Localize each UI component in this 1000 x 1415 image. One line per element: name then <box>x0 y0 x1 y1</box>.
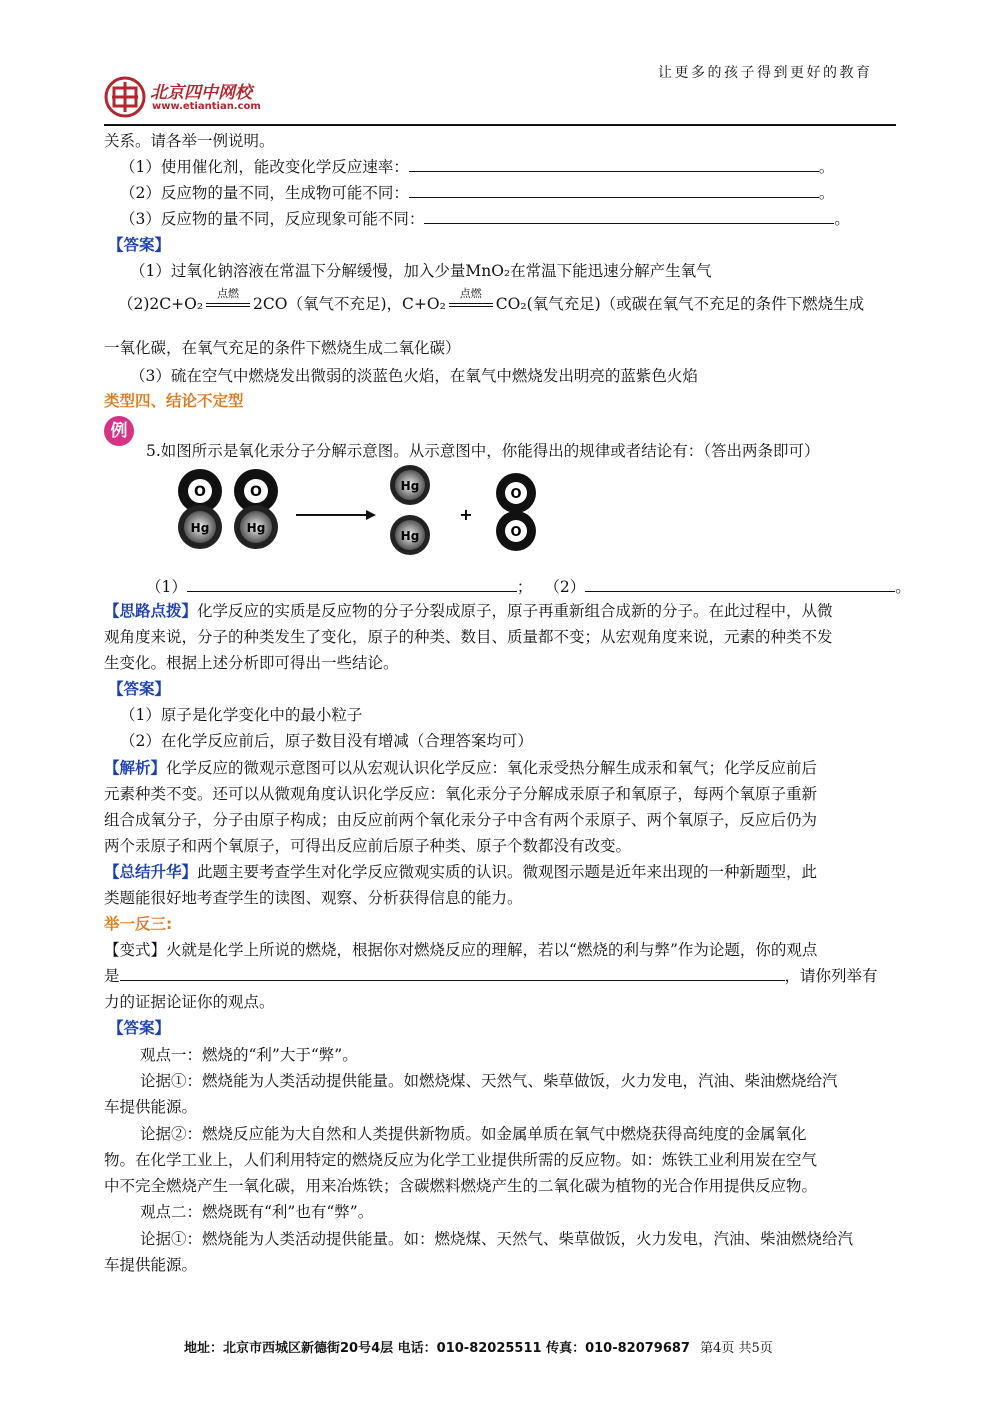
arrow-head-icon <box>366 510 376 520</box>
reaction-condition: 点燃 <box>203 294 253 314</box>
logo-name: 北京四中网校 <box>150 83 252 103</box>
answer-5-1: （1）原子是化学变化中的最小粒子 <box>120 706 363 724</box>
hint-line-2: 观角度来说，分子的种类发生了变化，原子的种类、数目、质量都不变；从宏观角度来说，元素的种类不发 <box>104 628 833 646</box>
oxygen-atom-label: O <box>194 484 206 500</box>
final-answer-line: 中不完全燃烧产生一氧化碳，用来冶炼铁；含碳燃料燃烧产生的二氧化碳为植物的光合作用提供反应物。 <box>104 1177 818 1195</box>
variant-label: 【变式】 <box>104 941 167 959</box>
question-item-2 <box>120 183 834 203</box>
final-answer-line: 论据①：燃烧能为人类活动提供能量。如：燃烧煤、天然气、柴草做饭，火力发电，汽油、柴油燃烧给汽 <box>140 1230 854 1248</box>
reaction-condition: 点燃 <box>446 294 496 314</box>
answer-label-2: 【答案】 <box>108 679 171 698</box>
hgo-molecule <box>234 469 278 549</box>
footer-page: 第4页 共5页 <box>700 1341 773 1356</box>
answer-label-1: 【答案】 <box>108 235 171 254</box>
summary-line-2: 类题能很好地考查学生的读图、观察、分析获得信息的能力。 <box>104 889 523 907</box>
period: 。 <box>818 158 835 176</box>
example-badge: 例 <box>104 416 134 446</box>
answer-blanks-q5 <box>146 577 911 597</box>
variant-text: 火就是化学上所说的燃烧，根据你对燃烧反应的理解，若以“燃烧的利与弊”作为论题，你的观点 <box>166 941 818 959</box>
question-item-text: （2）反应物的量不同，生成物可能不同： <box>120 184 409 202</box>
final-answer-line: 物。在化学工业上，人们利用特定的燃烧反应为化学工业提供所需的反应物。如：炼铁工业利用炭在空气 <box>104 1151 818 1169</box>
analysis-line-3: 组合成氧分子，分子由原子构成；由反应前两个氧化汞分子中含有两个汞原子、两个氧原子，反应后仍为 <box>104 811 818 829</box>
question-5: 5.如图所示是氧化汞分子分解示意图。从示意图中，你能得出的规律或者结论有：（答出两条即可） <box>146 442 820 460</box>
period: 。 <box>834 210 850 228</box>
mercury-atom <box>390 515 430 555</box>
final-answer-line: 观点二：燃烧既有“利”也有“弊”。 <box>140 1203 374 1221</box>
variant-line-3: 力的证据论证你的观点。 <box>104 993 275 1011</box>
question-intro: 关系。请各举一例说明。 <box>104 132 275 150</box>
mercury-atom-label: Hg <box>190 521 210 535</box>
equation-part: CO₂(氧气充足)（或碳在氧气不充足的条件下燃烧生成 <box>495 295 865 313</box>
final-answer-line: 车提供能源。 <box>104 1256 198 1274</box>
mercury-atom <box>390 465 430 505</box>
answer-2-equation <box>118 287 865 314</box>
mercury-atom-label: Hg <box>400 479 420 493</box>
analysis-line-2: 元素种类不变。还可以从微观角度认识化学反应：氧化汞分子分解成汞原子和氧原子，每两个氧原子重新 <box>104 785 818 803</box>
period: 。 <box>818 184 835 202</box>
question-item-text: （3）反应物的量不同，反应现象可能不同： <box>120 210 425 228</box>
equation-part: （2)2C+O₂ <box>118 295 204 313</box>
section-title-type4: 类型四、结论不定型 <box>104 392 244 410</box>
analysis-label: 【解析】 <box>104 758 167 777</box>
oxygen-molecule <box>496 473 536 551</box>
section-title-juyifansan: 举一反三: <box>104 915 173 933</box>
separator: ； <box>516 578 533 596</box>
summary-label: 【总结升华】 <box>104 862 198 881</box>
question-item-1 <box>120 157 834 177</box>
final-answer-line: 论据②：燃烧反应能为大自然和人类提供新物质。如金属单质在氧气中燃烧获得高纯度的金属氧化 <box>140 1125 807 1143</box>
summary-line-1 <box>104 862 817 882</box>
answer-2-continued: 一氧化碳，在氧气充足的条件下燃烧生成二氧化碳） <box>104 339 461 357</box>
mercury-atom-label: Hg <box>246 521 266 535</box>
variant-text: 是 <box>104 967 120 985</box>
answer-1: （1）过氧化钠溶液在常温下分解缓慢，加入少量MnO₂在常温下能迅速分解产生氧气 <box>130 262 712 280</box>
variant-line-2 <box>104 966 878 986</box>
hint-line-3: 生变化。根据上述分析即可得出一些结论。 <box>104 654 399 672</box>
logo <box>104 76 304 120</box>
mercury-atom-label: Hg <box>400 529 420 543</box>
hint-label: 【思路点拨】 <box>104 601 198 620</box>
oxygen-atom-label: O <box>510 525 522 540</box>
variant-text: ，请你列举有 <box>784 967 878 985</box>
final-answer-line: 论据①：燃烧能为人类活动提供能量。如燃烧煤、天然气、柴草做饭，火力发电，汽油、柴油燃烧给汽 <box>140 1072 838 1090</box>
footer <box>184 1337 773 1356</box>
analysis-line-1 <box>104 758 817 778</box>
blank-label-1: （1） <box>146 578 187 596</box>
variant-line-1 <box>104 940 817 960</box>
footer-address: 地址：北京市西城区新德街20号4层 电话：010-82025511 传真：010-82079687 <box>184 1341 690 1356</box>
analysis-line-4: 两个汞原子和两个氧原子，可得出反应前后原子种类、原子个数都没有改变。 <box>104 837 632 855</box>
equation-part: 2CO（氧气不充足)，C+O₂ <box>253 295 446 313</box>
logo-url: www.etiantian.com <box>152 101 261 112</box>
question-item-text: （1）使用催化剂，能改变化学反应速率： <box>120 158 409 176</box>
hint-line-1 <box>104 601 833 621</box>
plus-sign: + <box>459 505 473 524</box>
summary-text: 此题主要考查学生对化学反应微观实质的认识。微观图示题是近年来出现的一种新题型，此 <box>197 863 818 881</box>
mercury-oxide-decomposition-diagram <box>170 465 550 565</box>
period: 。 <box>895 578 911 596</box>
header-slogan: 让更多的孩子得到更好的教育 <box>658 65 873 81</box>
hint-text: 化学反应的实质是反应物的分子分裂成原子，原子再重新组合成新的分子。在此过程中，从微 <box>197 602 833 620</box>
header-rule <box>104 124 896 126</box>
blank-label-2: （2） <box>544 578 586 596</box>
hgo-molecule <box>178 469 222 549</box>
question-item-3 <box>120 209 850 229</box>
oxygen-atom-label: O <box>250 484 262 500</box>
logo-emblem-icon <box>104 76 146 118</box>
answer-3: （3）硫在空气中燃烧发出微弱的淡蓝色火焰，在氧气中燃烧发出明亮的蓝紫色火焰 <box>130 367 698 385</box>
answer-5-2: （2）在化学反应前后，原子数目没有增减（合理答案均可） <box>120 732 533 750</box>
analysis-text: 化学反应的微观示意图可以从宏观认识化学反应：氧化汞受热分解生成汞和氧气；化学反应前后 <box>166 759 818 777</box>
final-answer-line: 观点一：燃烧的“利”大于“弊”。 <box>140 1046 358 1064</box>
answer-label-3: 【答案】 <box>108 1018 171 1037</box>
oxygen-atom-label: O <box>510 487 522 502</box>
final-answer-line: 车提供能源。 <box>104 1098 198 1116</box>
